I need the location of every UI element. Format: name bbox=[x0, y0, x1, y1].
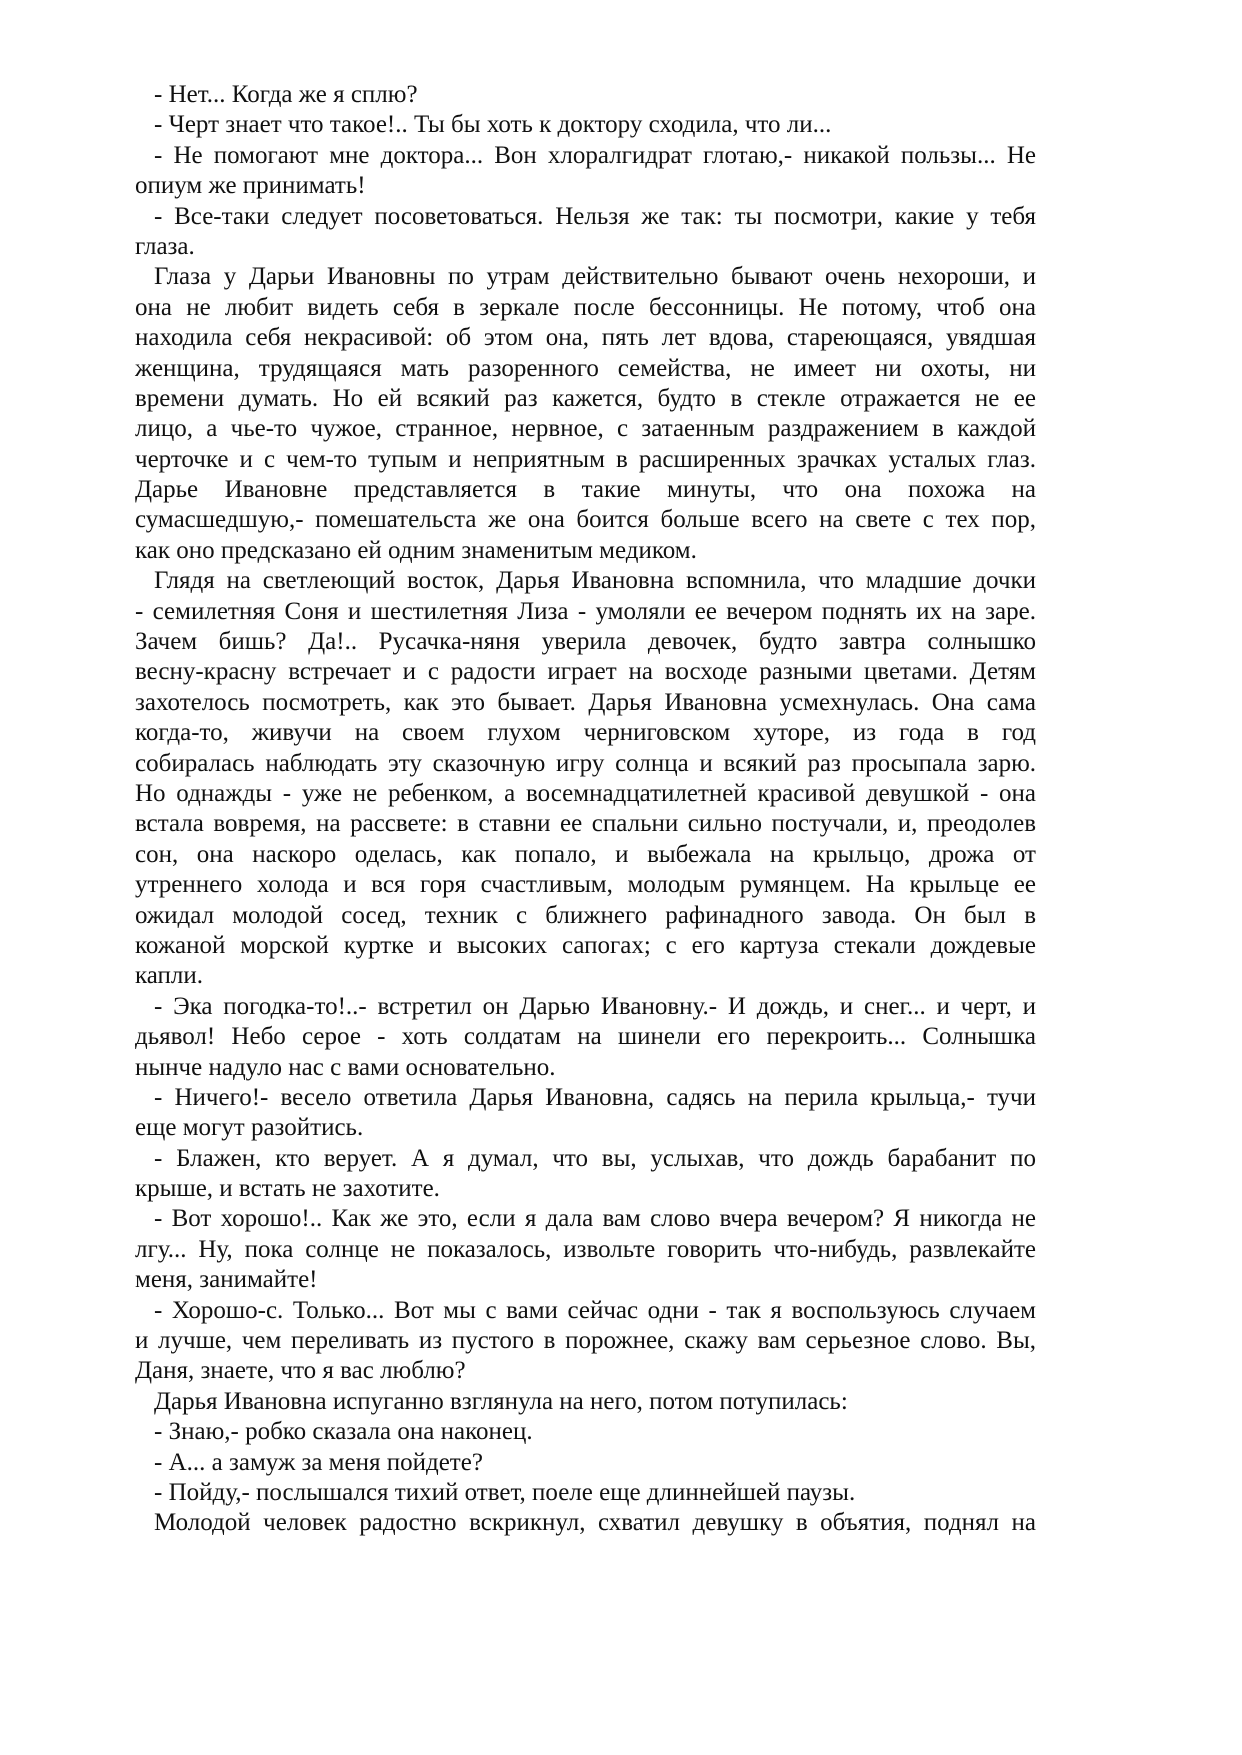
text-line: - Нет... Когда же я сплю? bbox=[154, 81, 418, 108]
text-line: Глядя на светлеющий восток, Дарья Ивановна вспомнила, что младшие дочки bbox=[154, 567, 1036, 595]
paragraph bbox=[135, 202, 1036, 263]
text-line: Глаза у Дарьи Ивановны по утрам действительно бывают очень нехороши, и bbox=[154, 263, 1036, 291]
text-line: лгу... Ну, пока солнце не показалось, извольте говорить что-нибудь, развлекайте bbox=[135, 1235, 1036, 1263]
text-line: дьявол! Небо серое - хоть солдатам на шинели его перекроить... Солнышка bbox=[135, 1023, 1036, 1051]
text-line: Зачем бишь? Да!.. Русачка-няня уверила девочек, будто завтра солнышко bbox=[135, 628, 1036, 656]
text-line: еще могут разойтись. bbox=[135, 1114, 364, 1142]
document-page bbox=[135, 80, 1036, 1539]
text-line: она не любит видеть себя в зеркале после бессонницы. Не потому, чтоб она bbox=[135, 293, 1036, 321]
text-line: глаза. bbox=[135, 232, 195, 260]
text-line: - Блажен, кто верует. А я думал, что вы, услыхав, что дождь барабанит по bbox=[154, 1144, 1036, 1172]
text-line: Дарье Ивановне представляется в такие минуты, что она похожа на bbox=[135, 476, 1036, 504]
text-line: опиум же принимать! bbox=[135, 172, 366, 200]
text-line: Но однажды - уже не ребенком, а восемнадцатилетней красивой девушкой - она bbox=[135, 779, 1036, 807]
text-line: - Вот хорошо!.. Как же это, если я дала вам слово вчера вечером? Я никогда не bbox=[154, 1205, 1036, 1233]
paragraph bbox=[135, 80, 1036, 110]
paragraph bbox=[135, 992, 1036, 1083]
paragraph bbox=[135, 262, 1036, 566]
paragraph bbox=[135, 1508, 1036, 1538]
text-line: - Эка погодка-то!..- встретил он Дарью Ивановну.- И дождь, и снег... и черт, и bbox=[154, 992, 1036, 1020]
text-line: кожаной морской куртке и высоких сапогах; с его картуза стекали дождевые bbox=[135, 931, 1036, 959]
text-line: сумасшедшую,- помешательста же она боится больше всего на свете с тех пор, bbox=[135, 506, 1036, 534]
text-line: - Черт знает что такое!.. Ты бы хоть к доктору сходила, что ли... bbox=[154, 111, 832, 139]
text-line: когда-то, живучи на своем глухом черниговском хуторе, из года в год bbox=[135, 719, 1036, 747]
text-line: - Хорошо-с. Только... Вот мы с вами сейчас одни - так я воспользуюсь случаем bbox=[154, 1296, 1036, 1324]
text-line: - Знаю,- робко сказала она наконец. bbox=[154, 1418, 533, 1446]
text-line: капли. bbox=[135, 962, 204, 990]
paragraph bbox=[135, 1083, 1036, 1144]
text-line: сон, она наскоро оделась, как попало, и выбежала на крыльцо, дрожа от bbox=[135, 840, 1036, 868]
paragraph bbox=[135, 1144, 1036, 1205]
text-line: - Пойду,- послышался тихий ответ, поеле еще длиннейшей паузы. bbox=[154, 1478, 856, 1506]
text-line: собиралась наблюдать эту сказочную игру солнца и всякий раз просыпала зарю. bbox=[135, 749, 1036, 777]
text-line: Дарья Ивановна испуганно взглянула на него, потом потупилась: bbox=[154, 1387, 848, 1415]
paragraph bbox=[135, 1448, 1036, 1478]
text-line: захотелось посмотреть, как это бывает. Дарья Ивановна усмехнулась. Она сама bbox=[135, 688, 1036, 716]
text-line: - Не помогают мне доктора... Вон хлоралгидрат глотаю,- никакой пользы... Не bbox=[154, 141, 1036, 169]
paragraph bbox=[135, 1296, 1036, 1387]
paragraph bbox=[135, 1387, 1036, 1417]
text-line: весну-красну встречает и с радости играет на восходе разными цветами. Детям bbox=[135, 658, 1036, 686]
text-line: Молодой человек радостно вскрикнул, схватил девушку в объятия, поднял на bbox=[154, 1509, 1036, 1537]
paragraph bbox=[135, 1204, 1036, 1295]
text-line: встала вовремя, на рассвете: в ставни ее спальни сильно постучали, и, преодолев bbox=[135, 810, 1036, 838]
text-line: и лучше, чем переливать из пустого в порожнее, скажу вам серьезное слово. Вы, bbox=[135, 1327, 1036, 1355]
text-line: - Все-таки следует посоветоваться. Нельзя же так: ты посмотри, какие у тебя bbox=[154, 202, 1036, 230]
text-line: - Ничего!- весело ответила Дарья Ивановна, садясь на перила крыльца,- тучи bbox=[154, 1083, 1036, 1111]
text-line: ожидал молодой сосед, техник с ближнего рафинадного завода. Он был в bbox=[135, 901, 1036, 929]
text-line: - семилетняя Соня и шестилетняя Лиза - умоляли ее вечером поднять их на заре. bbox=[135, 597, 1036, 625]
paragraph bbox=[135, 1478, 1036, 1508]
paragraph bbox=[135, 566, 1036, 991]
paragraph bbox=[135, 1417, 1036, 1447]
paragraph bbox=[135, 141, 1036, 202]
text-line: лицо, а чье-то чужое, странное, нервное, с затаенным раздражением в каждой bbox=[135, 415, 1036, 443]
text-line: - А... а замуж за меня пойдете? bbox=[154, 1448, 483, 1476]
text-line: Даня, знаете, что я вас люблю? bbox=[135, 1357, 466, 1385]
text-line: как оно предсказано ей одним знаменитым медиком. bbox=[135, 536, 697, 564]
text-line: женщина, трудящаяся мать разоренного семейства, не имеет ни охоты, ни bbox=[135, 354, 1036, 382]
text-line: черточке и с чем-то тупым и неприятным в расширенных зрачках усталых глаз. bbox=[135, 445, 1036, 473]
text-line: нынче надуло нас с вами основательно. bbox=[135, 1053, 556, 1081]
text-line: утреннего холода и вся горя счастливым, молодым румянцем. На крыльце ее bbox=[135, 871, 1036, 899]
text-line: времени думать. Но ей всякий раз кажется, будто в стекле отражается не ее bbox=[135, 384, 1036, 412]
paragraph bbox=[135, 110, 1036, 140]
text-line: находила себя некрасивой: об этом она, пять лет вдова, стареющаяся, увядшая bbox=[135, 324, 1036, 352]
text-line: крыше, и встать не захотите. bbox=[135, 1175, 440, 1203]
text-line: меня, занимайте! bbox=[135, 1266, 318, 1294]
